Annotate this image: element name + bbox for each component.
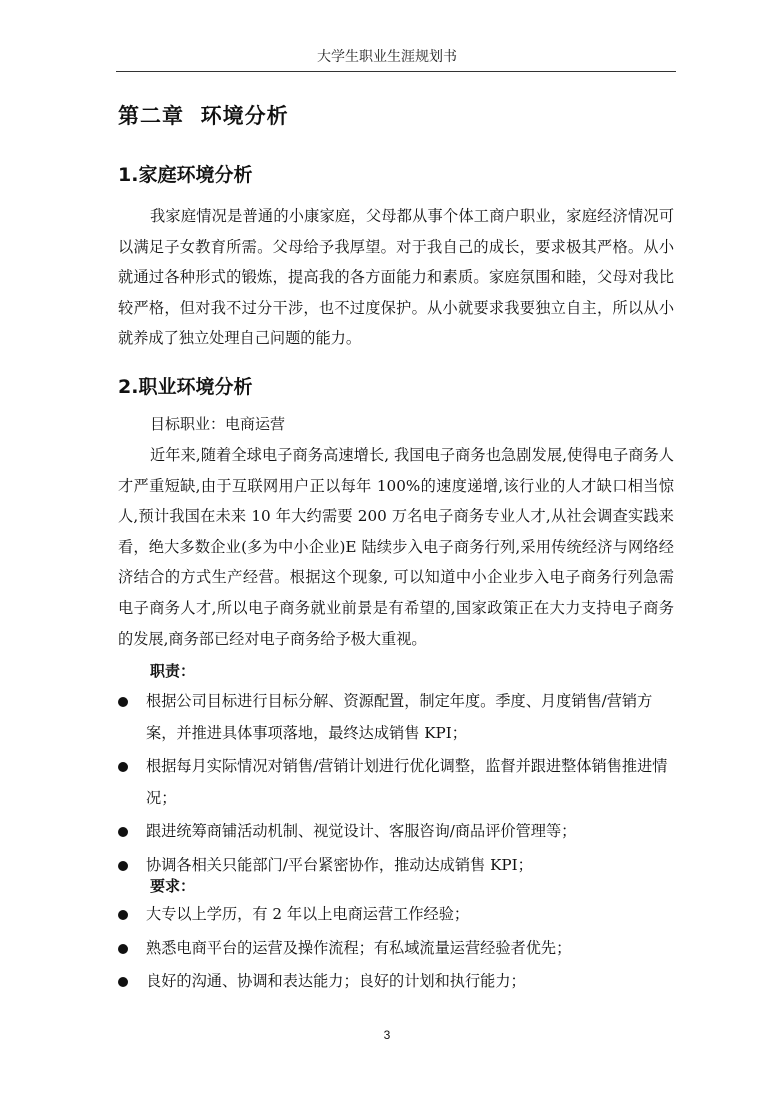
chapter-title: 第二章 环境分析 <box>118 104 289 128</box>
duty-text: 跟进统筹商铺活动机制、视觉设计、客服咨询/商品评价管理等； <box>146 822 577 840</box>
requirement-text: 良好的沟通、协调和表达能力；良好的计划和执行能力； <box>146 972 526 990</box>
section-heading-career: 2.职业环境分析 <box>118 376 253 398</box>
list-item <box>118 899 674 931</box>
bullet-icon <box>118 910 128 920</box>
page-header-title: 大学生职业生涯规划书 <box>317 49 457 65</box>
requirements-list <box>118 899 674 1000</box>
list-item <box>118 933 674 965</box>
list-item <box>118 686 674 749</box>
bullet-icon <box>118 977 128 987</box>
bullet-icon <box>118 762 128 772</box>
target-career: 目标职业：电商运营 <box>150 415 286 433</box>
duties-label: 职责： <box>150 662 196 680</box>
list-item <box>118 751 674 814</box>
list-item <box>118 850 674 882</box>
requirement-text: 熟悉电商平台的运营及操作流程；有私域流量运营经验者优先； <box>146 938 572 957</box>
duty-text: 协调各相关只能部门/平台紧密协作，推动达成销售 KPI； <box>146 855 533 874</box>
career-analysis-paragraph: 近年来,随着全球电子商务高速增长, 我国电子商务也急剧发展,使得电子商务人才严重短缺,由于互联网用户正以每年 100%的速度递增,该行业的人才缺口相当惊人,预计我国在未来 10 年大约需要 200 万名电子商务专业人才,从社会调查实践来看，绝大多数企业(多为中小企业)E 陆续步入电子商务行列,采用传统经济与网络经济结合的方式生产经营。根据这个现象, 可以知道中小企业步入电子商务行列急需电子商务人才,所以电子商务就业前景是有希望的,国家政策正在大力支持电子商务的发展,商务部已经对电子商务给予极大重视。 <box>118 446 674 648</box>
bullet-icon <box>118 944 128 954</box>
bullet-icon <box>118 861 128 871</box>
requirement-text: 大专以上学历，有 2 年以上电商运营工作经验； <box>146 905 470 923</box>
family-analysis-paragraph: 我家庭情况是普通的小康家庭，父母都从事个体工商户职业，家庭经济情况可以满足子女教育所需。父母给予我厚望。对于我自己的成长，要求极其严格。从小就通过各种形式的锻炼，提高我的各方面能力和素质。家庭氛围和睦，父母对我比较严格，但对我不过分干涉，也不过度保护。从小就要求我要独立自主，所以从小就养成了独立处理自己问题的能力。 <box>118 207 674 348</box>
duties-list <box>118 686 674 883</box>
duty-text: 根据每月实际情况对销售/营销计划进行优化调整，监督并跟进整体销售推进情况； <box>146 757 668 807</box>
duty-text: 根据公司目标进行目标分解、资源配置，制定年度。季度、月度销售/营销方案，并推进具体事项落地，最终达成销售 KPI； <box>146 692 653 742</box>
bullet-icon <box>118 697 128 707</box>
bullet-icon <box>118 827 128 837</box>
section-heading-family: 1.家庭环境分析 <box>118 164 253 186</box>
requirements-label: 要求： <box>150 877 196 895</box>
page-number: 3 <box>383 1028 391 1042</box>
header-divider <box>116 71 676 72</box>
list-item <box>118 816 674 848</box>
list-item <box>118 966 674 998</box>
